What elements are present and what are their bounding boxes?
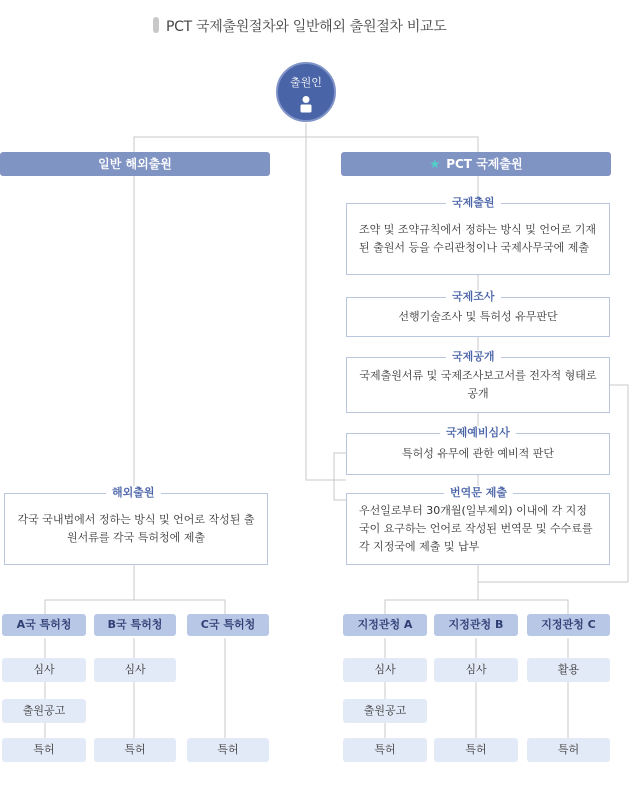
step-label-overseas-filing: 해외출원 bbox=[106, 486, 161, 500]
process-step-cell: 활용 bbox=[527, 658, 610, 682]
star-icon: ★ bbox=[429, 157, 441, 171]
page-title: PCT 국제출원절차와 일반해외 출원절차 비교도 bbox=[166, 19, 447, 35]
step-box-translation-submission bbox=[346, 493, 610, 565]
process-step-cell: 특허 bbox=[2, 738, 86, 762]
office-c-country: C국 특허청 bbox=[187, 614, 269, 636]
step-label-preliminary-examination: 국제예비심사 bbox=[440, 426, 516, 440]
process-step-cell: 출원공고 bbox=[343, 699, 427, 723]
step-box-international-publication bbox=[346, 357, 610, 413]
general-overseas-header bbox=[0, 152, 270, 176]
step-label-international-filing: 국제출원 bbox=[446, 196, 501, 210]
step-text: 특허성 유무에 관한 예비적 판단 bbox=[401, 447, 555, 460]
step-box-international-filing bbox=[346, 203, 610, 275]
applicant-label: 출원인 bbox=[290, 76, 322, 89]
process-step-cell: 특허 bbox=[343, 738, 427, 762]
applicant-node bbox=[276, 62, 336, 122]
pct-header-label: PCT 국제출원 bbox=[446, 157, 523, 171]
process-step-cell: 특허 bbox=[434, 738, 518, 762]
designated-office-c: 지정관청 C bbox=[527, 614, 610, 636]
process-step-cell: 심사 bbox=[94, 658, 176, 682]
step-text: 선행기술조사 및 특허성 유무판단 bbox=[398, 310, 558, 323]
process-step-cell: 심사 bbox=[2, 658, 86, 682]
step-text: 조약 및 조약규칙에서 정하는 방식 및 언어로 기재된 출원서 등을 수리관청이나 국제사무국에 제출 bbox=[359, 223, 596, 254]
pct-header bbox=[341, 152, 611, 176]
general-overseas-header-label: 일반 해외출원 bbox=[98, 157, 172, 171]
designated-office-b: 지정관청 B bbox=[434, 614, 518, 636]
process-step-cell: 특허 bbox=[94, 738, 176, 762]
process-step-cell: 심사 bbox=[434, 658, 518, 682]
process-step-cell: 심사 bbox=[343, 658, 427, 682]
office-b-country: B국 특허청 bbox=[94, 614, 176, 636]
step-label-international-search: 국제조사 bbox=[446, 290, 501, 304]
step-label-translation-submission: 번역문 제출 bbox=[444, 486, 513, 500]
designated-office-a: 지정관청 A bbox=[343, 614, 427, 636]
step-text: 각국 국내법에서 정하는 방식 및 언어로 작성된 출원서류를 각국 특허청에 제출 bbox=[17, 513, 255, 544]
process-step-cell: 특허 bbox=[187, 738, 269, 762]
office-a-country: A국 특허청 bbox=[2, 614, 86, 636]
step-box-overseas-filing bbox=[4, 493, 268, 565]
step-text: 국제출원서류 및 국제조사보고서를 전자적 형태로 공개 bbox=[359, 369, 597, 400]
process-step-cell: 출원공고 bbox=[2, 699, 86, 723]
step-text: 우선일로부터 30개월(일부제외) 이내에 각 지정국이 요구하는 언어로 작성된 번역문 및 수수료를 각 지정국에 제출 및 납부 bbox=[359, 504, 593, 553]
step-label-international-publication: 국제공개 bbox=[446, 350, 501, 364]
person-icon bbox=[299, 95, 313, 113]
process-step-cell: 특허 bbox=[527, 738, 610, 762]
